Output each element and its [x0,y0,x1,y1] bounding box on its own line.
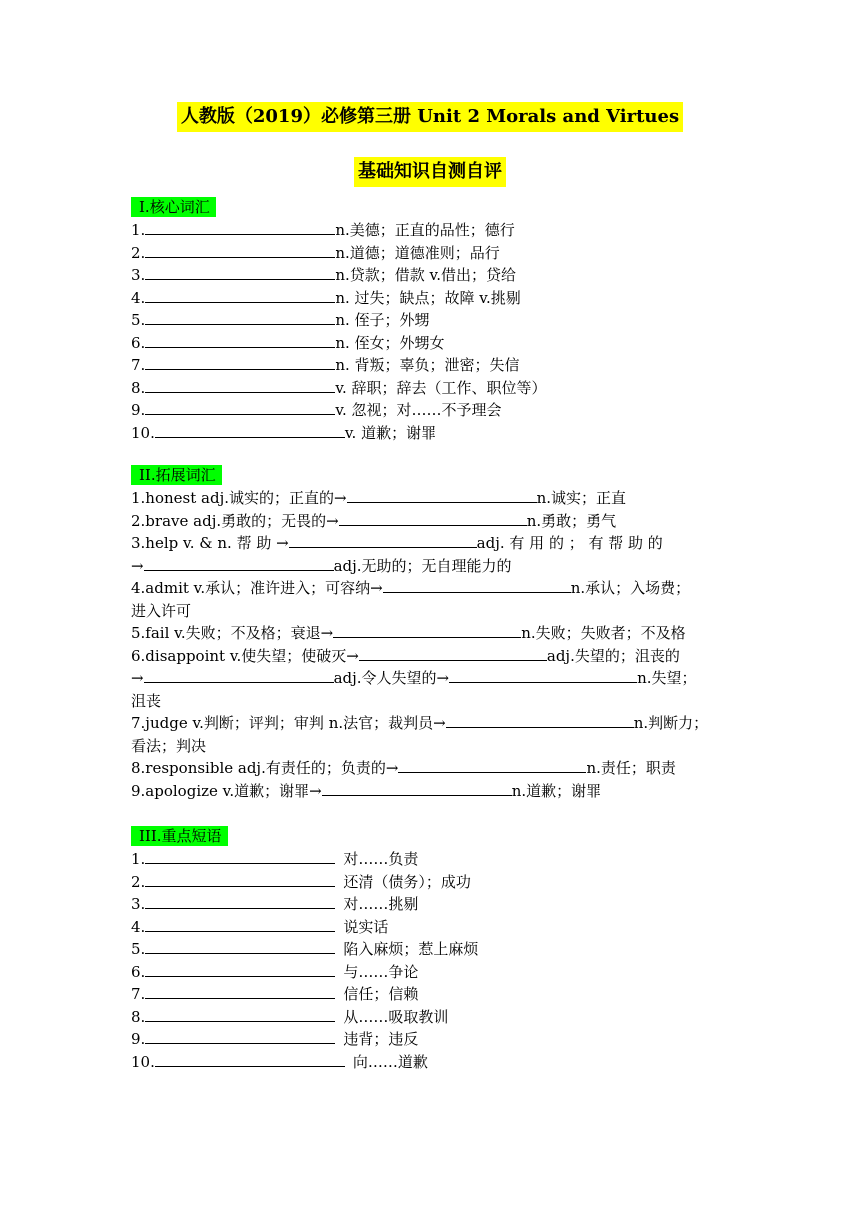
item-definition: 从……吸取教训 [343,1007,449,1026]
document-title: 人教版（2019）必修第三册 Unit 2 Morals and Virtues [177,102,683,132]
vocab-list [131,219,731,444]
list-item [131,871,731,894]
item-number: 2. [131,243,146,262]
item-number: 7. [131,985,146,1003]
answer-blank[interactable] [155,1051,345,1067]
answer-blank[interactable] [449,667,637,683]
list-item: 6.disappoint v.使失望；使破灭→ adj.失望的；沮丧的 [131,646,680,665]
answer-blank[interactable] [446,712,634,728]
item-definition: 陷入麻烦；惹上麻烦 [343,940,479,958]
item-definition: n. 过失；缺点；故障 v.挑剔 [335,288,521,307]
item-definition: n. 侄女；外甥女 [335,333,445,352]
list-item-continued: 沮丧 [131,691,162,710]
list-item [131,1006,731,1029]
list-item: 8.responsible adj.有责任的；负责的→ n.责任；职责 [131,759,676,777]
item-definition: v. 辞职；辞去（工作、职位等） [335,378,547,397]
item-definition: 违背；违反 [343,1030,419,1048]
item-number: 3. [131,895,146,913]
item-number: 5. [131,311,146,329]
answer-blank[interactable] [322,780,512,796]
item-definition: 信任；信赖 [343,985,419,1003]
list-item [131,332,731,355]
answer-blank[interactable] [145,332,335,348]
item-number: 10. [131,1052,155,1071]
answer-blank[interactable] [145,399,335,415]
list-item [131,377,731,400]
answer-blank[interactable] [145,916,335,932]
phrase-list [131,848,731,1073]
item-definition: 还清（债务）；成功 [343,872,471,891]
answer-blank[interactable] [144,555,334,571]
item-definition: n. 侄子；外甥 [335,311,430,329]
section-heading: I.核心词汇 [131,197,216,217]
section-heading: III.重点短语 [131,826,228,846]
list-item [131,1051,731,1074]
list-item-continued: 看法；判决 [131,736,207,755]
title-row [0,102,860,132]
item-definition: 对……负责 [343,850,419,868]
answer-blank[interactable] [145,1028,335,1044]
list-item: 5.fail v.失败；不及格；衰退→ n.失败；失败者；不及格 [131,624,686,642]
item-number: 1. [131,221,146,239]
answer-blank[interactable] [145,871,335,887]
list-item [131,983,731,1006]
list-item [131,287,731,310]
answer-blank[interactable] [145,1006,335,1022]
item-number: 6. [131,962,146,981]
list-item: 7.judge v.判断；评判；审判 n.法官；裁判员→ n.判断力； [131,714,709,732]
answer-blank[interactable] [144,667,334,683]
list-item [131,264,731,287]
answer-blank[interactable] [155,422,345,438]
answer-blank[interactable] [347,487,537,503]
list-item [131,916,731,939]
list-item: → adj.无助的；无自理能力的 [131,556,512,575]
list-item: 2.brave adj.勇敢的；无畏的→ n.勇敢；勇气 [131,511,617,530]
list-item: → adj.令人失望的→ n.失望； [131,669,697,687]
list-item [131,938,731,961]
item-definition: n.美德；正直的品性；德行 [335,221,515,239]
section-key-phrases [131,826,731,1073]
answer-blank[interactable] [145,309,335,325]
item-definition: 对……挑剔 [343,895,419,913]
list-item [131,422,731,445]
item-number: 7. [131,356,146,374]
item-definition: v. 道歉；谢罪 [344,423,437,442]
list-item [131,1028,731,1051]
item-number: 5. [131,940,146,958]
answer-blank[interactable] [145,938,335,954]
item-number: 4. [131,917,146,936]
item-number: 9. [131,1030,146,1048]
list-item [131,399,731,422]
list-item [131,242,731,265]
answer-blank[interactable] [289,532,477,548]
answer-blank[interactable] [145,354,335,370]
list-item: 1.honest adj.诚实的；正直的→ n.诚实；正直 [131,489,627,507]
section-heading: II.拓展词汇 [131,465,222,485]
item-definition: n.贷款；借款 v.借出；贷给 [335,266,516,284]
item-number: 8. [131,378,146,397]
answer-blank[interactable] [145,961,335,977]
item-number: 4. [131,288,146,307]
item-number: 1. [131,850,146,868]
answer-blank[interactable] [145,219,335,235]
answer-blank[interactable] [145,264,335,280]
answer-blank[interactable] [145,242,335,258]
item-number: 9. [131,401,146,419]
item-definition: n.道德；道德准则；品行 [335,243,500,262]
item-number: 10. [131,423,155,442]
answer-blank[interactable] [339,510,527,526]
document-subtitle: 基础知识自测自评 [354,157,506,187]
answer-blank[interactable] [145,848,335,864]
list-item: 3.help v. & n. 帮 助 → adj. 有 用 的 ； 有 帮 助 的 [131,534,663,552]
answer-blank[interactable] [145,377,335,393]
answer-blank[interactable] [145,983,335,999]
subtitle-row [0,157,860,187]
item-number: 6. [131,333,146,352]
list-item [131,848,731,871]
list-item [131,354,731,377]
list-item-continued: 进入许可 [131,601,192,620]
list-item [131,219,731,242]
item-number: 8. [131,1007,146,1026]
list-item: 9.apologize v.道歉；谢罪→ n.道歉；谢罪 [131,781,602,800]
answer-blank[interactable] [398,757,586,773]
answer-blank[interactable] [145,893,335,909]
list-item: 4.admit v.承认；准许进入；可容纳→ n.承认；入场费； [131,579,691,597]
item-definition: n. 背叛；辜负；泄密；失信 [335,356,520,374]
item-number: 3. [131,266,146,284]
answer-blank[interactable] [145,287,335,303]
answer-blank[interactable] [359,645,547,661]
item-definition: 与……争论 [343,962,419,981]
item-definition: 说实话 [343,917,389,936]
answer-blank[interactable] [383,577,571,593]
section-extended-vocabulary [131,465,731,802]
answer-blank[interactable] [333,622,521,638]
section-core-vocabulary [131,197,731,444]
list-item [131,309,731,332]
item-number: 2. [131,872,146,891]
list-item [131,961,731,984]
item-definition: 向……道歉 [352,1052,428,1071]
list-item [131,893,731,916]
item-definition: v. 忽视；对……不予理会 [335,401,502,419]
